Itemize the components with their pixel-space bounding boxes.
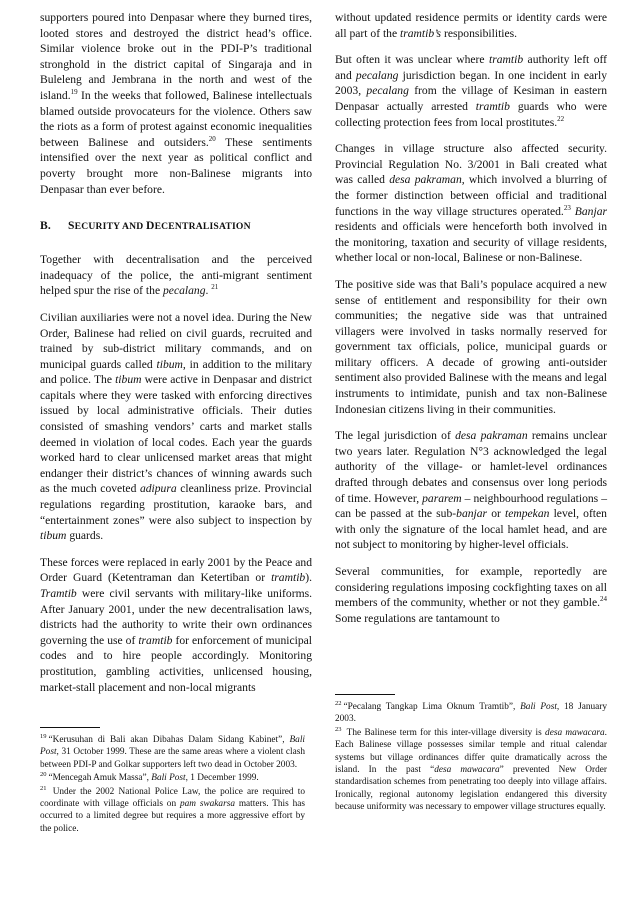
footnote-23: $^{23}$ The Balinese term for this inter-village diversity is desa mawacara. Each Balinese village possesses similar temple and ritual calendar systems but village ordinances differ quite dramatically across the island. In the past “desa mawacara” prevented New Order standardisation schemes from penetrating too deeply into village affairs. Ironically, regional autonomy legislation endangered this diversity because uniformity was necessary to empower village structures equally. bbox=[335, 725, 607, 813]
footnote-20: $^{20}$ “Mencegah Amuk Massa”, Bali Post, 1 December 1999. bbox=[40, 771, 259, 784]
paragraph: The legal jurisdiction of desa pakraman remains unclear two years later. Regulation N°3 acknowledged the legal authority of the village- or hamlet-level ordinances drafted through debates and consensus over long periods of time. However, pararem – neighbourhood regulations – can be passed at the sub-banjar or tempekan level, often with only the signature of the local hamlet head, and are not subject to monitoring by higher-level officials. bbox=[335, 429, 607, 552]
footnote-ref[interactable]: 23 bbox=[563, 203, 571, 212]
footnotes-right bbox=[335, 694, 607, 815]
footnote-19: $^{19}$ “Kerusuhan di Bali akan Dibahas Dalam Sidang Kabinet”, Bali Post, 31 October 1999. These are the same areas where a violent clash between PDI-P and Golkar supporters left two dead in October 2003. bbox=[40, 732, 305, 770]
footnote-divider bbox=[335, 694, 395, 695]
footnote-ref[interactable]: 22 bbox=[557, 114, 565, 123]
section-heading: B. SECURITY AND DECENTRALISATION bbox=[40, 219, 251, 233]
footnote-ref[interactable]: 21 bbox=[211, 283, 219, 292]
paragraph: without updated residence permits or identity cards were all part of the tramtib’s responsibilities. bbox=[335, 11, 607, 40]
paragraph: But often it was unclear where tramtib authority left off and pecalang jurisdiction began. In one incident in early 2003, pecalang from the village of Kesiman in eastern Denpasar actually arrested tramtib guards who were collecting protection fees from local prostitutes.$^{22}$ bbox=[335, 53, 608, 129]
paragraph: The positive side was that Bali’s populace acquired a new sense of entitlement and responsibility for their own communities; the negative side was that untrained villagers were involved in tasks normally reserved for government tax officials, police, municipal guards or military officers. A decade of growing anti-outsider sentiment also provided Balinese with the means and legal instruments to intimidate, punish and tax non-Balinese Indonesian citizens living in their communities. bbox=[335, 277, 607, 416]
footnote-ref[interactable]: 24 bbox=[600, 595, 607, 604]
paragraph: Together with decentralisation and the perceived inadequacy of the police, the anti-migrant sentiment helped spur the rise of the pecalang. $^{21}$ bbox=[40, 253, 312, 298]
paragraph: Civilian auxiliaries were not a novel idea. During the New Order, Balinese had relied on civil guards, recruited and trained by sub-district military commands, and on municipal guards called tibum, in addition to the military and police. The tibum were active in Denpasar and district capitals where they were tasked with enforcing directives issued by local administrative officials. Their duties consisted of smashing vendors’ carts and market stalls deemed in violation of local codes. Each year the guards worked hard to clear unlicensed market areas that might endanger their district’s chances of winning awards such as the much coveted adipura cleanliness prize. Provincial regulations regarding prostitution, karaoke bars, and “entertainment zones” were also subject to inspection by tibum guards. bbox=[40, 310, 313, 543]
right-column bbox=[335, 10, 607, 637]
footnote-21: $^{21}$ Under the 2002 National Police Law, the police are required to coordinate with village officials on pam swakarsa matters. This has occurred to a limited degree but requires a more aggressive effort by the police. bbox=[40, 784, 305, 834]
footnote-divider bbox=[40, 727, 100, 728]
left-column bbox=[40, 10, 312, 706]
paragraph: Changes in village structure also affected security. Provincial Regulation No. 3/2001 in Bali created what was called desa pakraman, which involved a blurring of the former distinction between official and traditional functions in the way village structures operated.$^{23}$ Banjar residents and officials were henceforth both involved in the monitoring, taxation and security of village residents, whether local or non-local, Balinese or non-Balinese. bbox=[335, 142, 608, 265]
footnote-ref[interactable]: 19 bbox=[70, 88, 78, 97]
footnote-22: $^{22}$ “Pecalang Tangkap Lima Oknum Tramtib”, Bali Post, 18 January 2003. bbox=[335, 699, 607, 725]
paragraph: Several communities, for example, reportedly are considering regulations imposing cockfighting taxes on all members of the community, whether or not they gamble.$^{24}$ Some regulations are tantamount to bbox=[335, 565, 607, 625]
footnotes-left bbox=[40, 727, 305, 836]
footnote-ref[interactable]: 20 bbox=[208, 134, 216, 143]
paragraph: These forces were replaced in early 2001 by the Peace and Order Guard (Ketentraman dan Ketertiban or tramtib). Tramtib were civil servants with military-like uniforms. After January 2001, under the new decentralisation laws, districts had the authority to write their own ordinances governing the use of tramtib for enforcement of municipal codes and to hire people accordingly. Monitoring prostitution, gambling activities, unlicensed housing, market-stall placement and non-local migrants bbox=[40, 555, 312, 694]
paragraph: supporters poured into Denpasar where they burned tires, looted stores and destroyed the district head’s office. Similar violence broke out in the PDI-P’s traditional stronghold in the district capital of Singaraja and in Buleleng and Jembrana in the north and west of the island.$^{19}$ In the weeks that followed, Balinese intellectuals blamed outside provocateurs for the violence. Others saw the riots as a form of protest against economic inequalities between Balinese and outsiders.$^{20}$ These sentiments intensified over the next year as political conflict and poverty brought more non-Balinese migrants into Denpasar than ever before. bbox=[40, 11, 312, 196]
